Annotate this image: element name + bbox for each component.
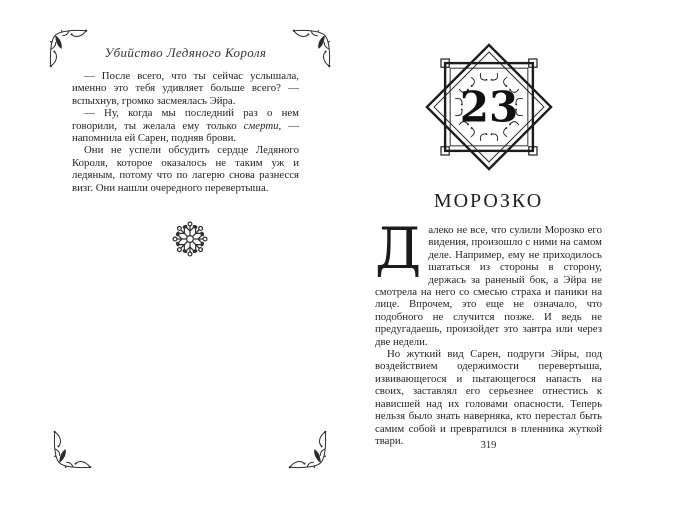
- left-page-text: [72, 70, 299, 194]
- left-page: [48, 28, 332, 470]
- paragraph-text: алеко не все, что сулили Морозко его видения, произошло с ними на самом деле. Например, ему не приходилось шататься из стороны в сторону, держась за раненый бок, а Эйра не смотрела на него со смесью страха и паники на лице. Впрочем, это еще не означало, что подобного не случится позже. И ведь не предугадаешь, произойдет это завтра или через две недели.: [375, 224, 602, 348]
- paragraph: Но жуткий вид Сарен, подруги Эйры, под воздействием одержимости перевертыша, извивающегося и пытающегося напасть на своих, заставлял его серьезнее отнестись к нависшей над их головами опасности. Теперь нельзя было знать наверняка, кто перестал быть самим собой и превратился в пленника жуткой твари.: [375, 348, 602, 447]
- snowflake-icon: [48, 219, 332, 259]
- chapter-number: 23: [459, 82, 518, 132]
- corner-flourish-icon: [52, 430, 92, 470]
- page-number: 319: [480, 440, 497, 451]
- paragraph: [72, 107, 299, 144]
- drop-cap: Д: [375, 216, 422, 282]
- paragraph-text: , — напомнила ей Сарен, подняв брови.: [72, 119, 299, 145]
- right-page-text: [375, 216, 602, 447]
- paragraph-text: — Ну, когда мы последний раз о нем говорили, ты желала ему только: [72, 107, 299, 132]
- corner-flourish-icon: [288, 430, 328, 470]
- chapter-title: МОРОЗКО: [433, 190, 544, 212]
- right-page: [375, 28, 602, 470]
- paragraph: [375, 216, 602, 348]
- paragraph: — После всего, что ты сейчас услышала, именно это тебя удивляет больше всего? — вспыхнув, громко засмеялась Эйра.: [72, 70, 299, 107]
- paragraph: Они не успели обсудить сердце Ледяного Короля, которое оказалось не таким уж и ледяным, потому что по лагерю снова разнесся визг. Они нашли очередного перевертыша.: [72, 144, 299, 194]
- star-frame-icon: [425, 41, 553, 173]
- emphasized-word: смерти: [243, 119, 279, 132]
- running-title: Убийство Ледяного Короля: [104, 45, 267, 60]
